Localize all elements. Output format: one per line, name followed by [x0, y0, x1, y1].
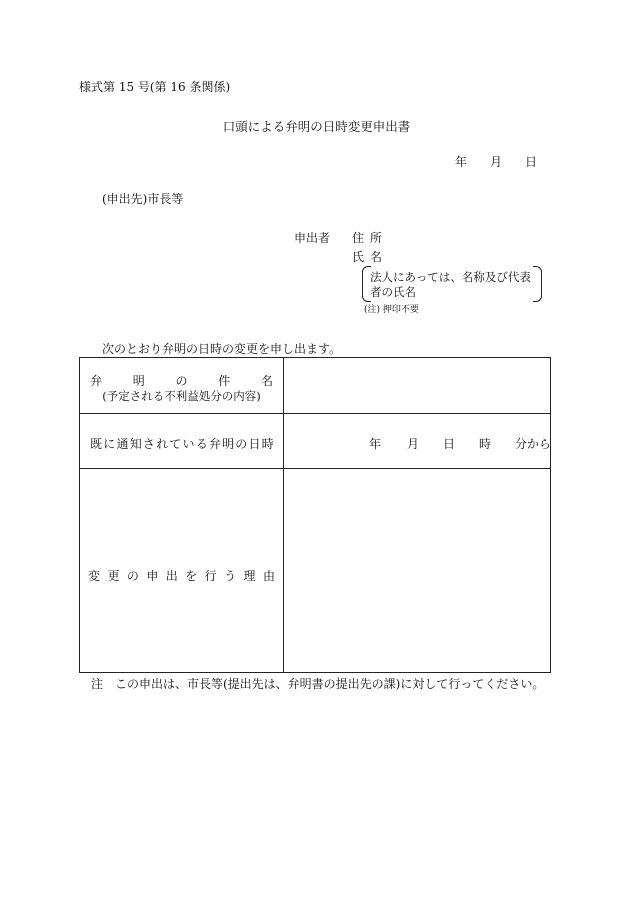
row-divider-1 [80, 413, 550, 414]
reason-char: 申 [146, 569, 159, 583]
corporate-note: 法人にあっては、名称及び代表者の氏名 [370, 270, 531, 299]
case-name-label [80, 372, 283, 389]
document-title: 口頭による弁明の日時変更申出書 [222, 119, 411, 134]
reason-char: 変 [88, 569, 101, 583]
corporate-note-bracket [362, 266, 542, 302]
case-name-char: 明 [132, 374, 145, 388]
dt-day-label: 日 [443, 437, 456, 451]
reason-char: の [126, 569, 139, 583]
case-name-sublabel: (予定される不利益処分の内容) [102, 389, 261, 403]
addressee: (申出先)市長等 [102, 192, 184, 206]
applicant-label: 申出者 [294, 231, 331, 245]
case-name-char: 弁 [90, 374, 103, 388]
reason-char: 更 [107, 569, 120, 583]
reason-char: う [224, 569, 237, 583]
form-number: 様式第 15 号(第 16 条関係) [79, 80, 231, 94]
dt-month-label: 月 [407, 437, 420, 451]
request-table [79, 357, 551, 673]
dt-minute-label: 分から [515, 437, 552, 451]
change-reason-label [80, 567, 283, 584]
address-label: 住所 [352, 231, 389, 245]
stamp-note: (注) 押印不要 [364, 305, 419, 315]
column-divider [283, 358, 284, 672]
date-day-label: 日 [525, 155, 538, 169]
notified-datetime-label: 既に通知されている弁明の日時 [90, 437, 275, 451]
footnote: 注 この申出は、市長等(提出先は、弁明書の提出先の課)に対して行ってください。 [91, 677, 545, 691]
dt-year-label: 年 [369, 437, 382, 451]
name-label: 氏名 [352, 250, 389, 264]
intro-text: 次のとおり弁明の日時の変更を申し出ます。 [102, 342, 342, 356]
case-name-char: の [175, 374, 188, 388]
date-month-label: 月 [490, 155, 503, 169]
row-divider-2 [80, 468, 550, 469]
reason-char: 由 [262, 569, 275, 583]
dt-hour-label: 時 [479, 437, 492, 451]
reason-char: 理 [243, 569, 256, 583]
date-year-label: 年 [455, 155, 468, 169]
reason-char: 行 [204, 569, 217, 583]
case-name-char: 名 [260, 374, 273, 388]
case-name-char: 件 [218, 374, 231, 388]
reason-char: を [185, 569, 198, 583]
reason-char: 出 [165, 569, 178, 583]
